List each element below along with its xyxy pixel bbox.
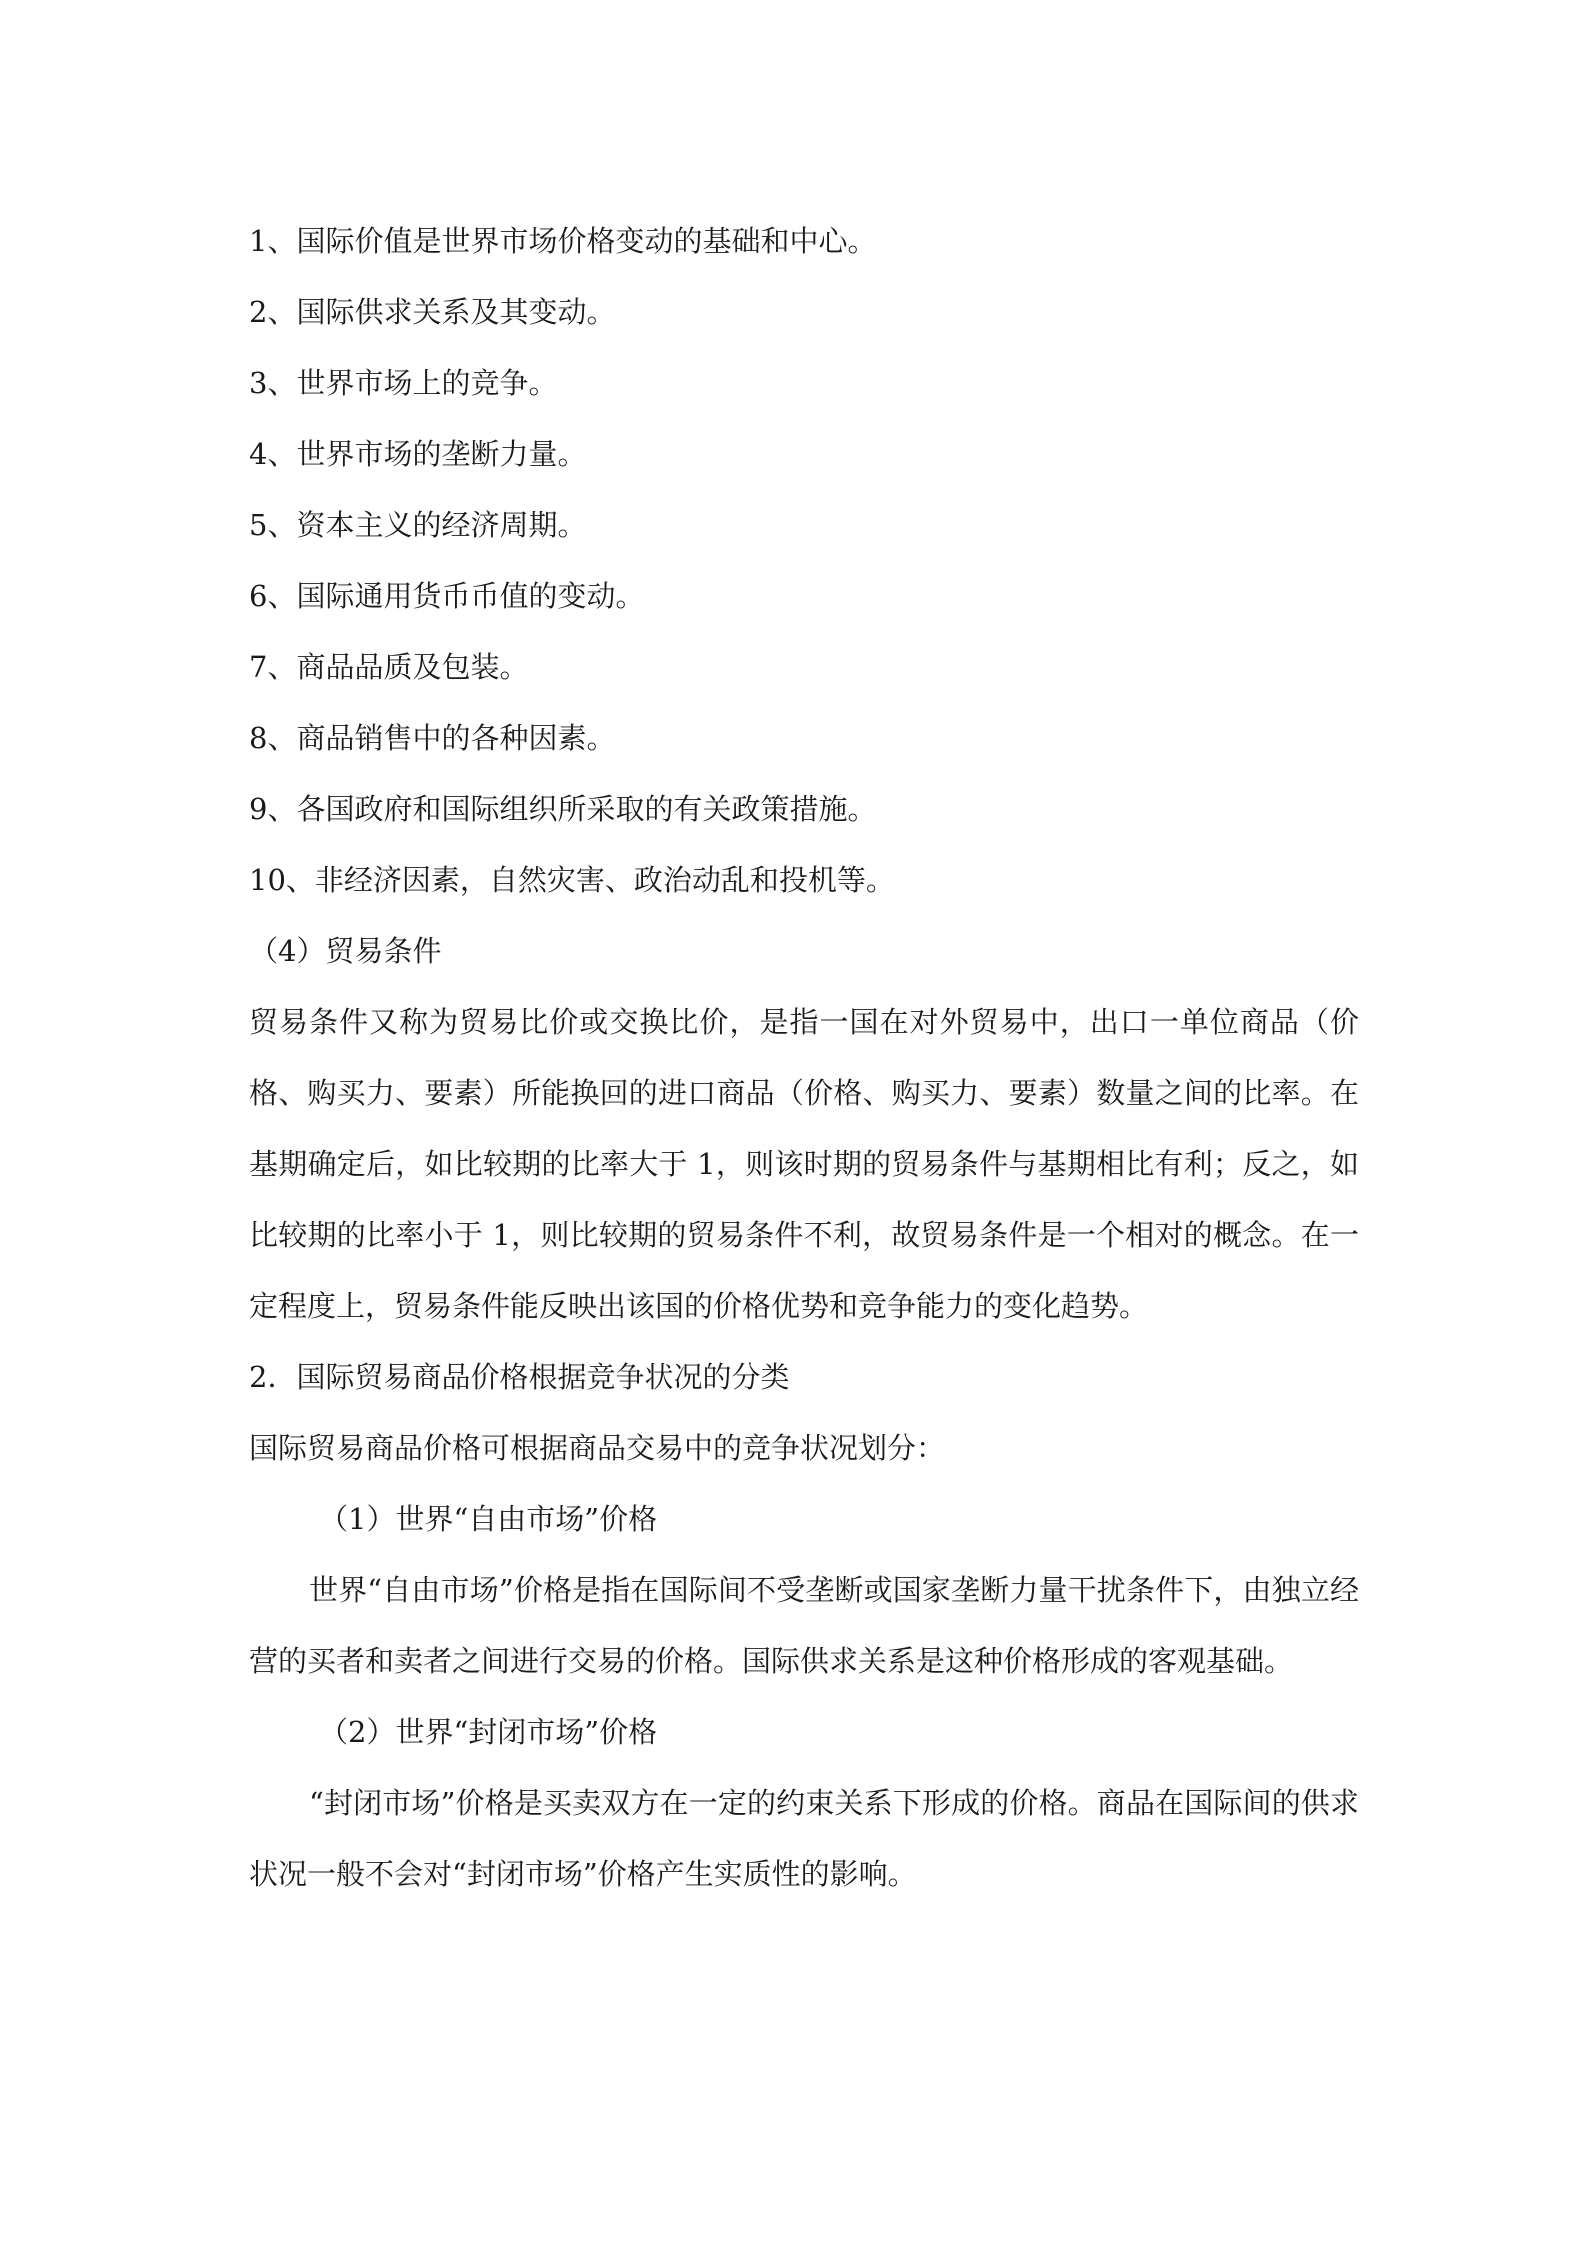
list-item: 10、非经济因素，自然灾害、政治动乱和投机等。 (249, 863, 895, 897)
closed-market-paragraph: “封闭市场”价格是买卖双方在一定的约束关系下形成的价格。商品在国际间的供求状况一般不会对“封闭市场”价格产生实质性的影响。 (249, 1786, 1359, 1891)
list-item: 1、国际价值是世界市场价格变动的基础和中心。 (249, 224, 877, 258)
subsection-heading-free-market: （1）世界“自由市场”价格 (319, 1502, 658, 1536)
document-content (249, 206, 1359, 1910)
list-item: 9、各国政府和国际组织所采取的有关政策措施。 (249, 792, 877, 826)
free-market-paragraph: 世界“自由市场”价格是指在国际间不受垄断或国家垄断力量干扰条件下，由独立经营的买者和卖者之间进行交易的价格。国际供求关系是这种价格形成的客观基础。 (249, 1573, 1359, 1678)
section-heading-trade-terms: （4）贸易条件 (249, 934, 442, 968)
trade-terms-paragraph: 贸易条件又称为贸易比价或交换比价，是指一国在对外贸易中，出口一单位商品（价格、购买力、要素）所能换回的进口商品（价格、购买力、要素）数量之间的比率。在基期确定后，如比较期的比率大于 1，则该时期的贸易条件与基期相比有利；反之，如比较期的比率小于 1，则比较期的贸易条件不利，故贸易条件是一个相对的概念。在一定程度上，贸易条件能反映出该国的价格优势和竞争能力的变化趋势。 (249, 1005, 1359, 1323)
classification-intro: 国际贸易商品价格可根据商品交易中的竞争状况划分： (249, 1431, 946, 1465)
list-item: 6、国际通用货币币值的变动。 (249, 579, 645, 613)
subsection-heading-closed-market: （2）世界“封闭市场”价格 (319, 1715, 658, 1749)
list-item: 8、商品销售中的各种因素。 (249, 721, 616, 755)
list-item: 5、资本主义的经济周期。 (249, 508, 587, 542)
list-item: 7、商品品质及包装。 (249, 650, 529, 684)
list-item: 2、国际供求关系及其变动。 (249, 295, 616, 329)
section-heading-price-classification: 2．国际贸易商品价格根据竞争状况的分类 (249, 1360, 790, 1394)
list-item: 4、世界市场的垄断力量。 (249, 437, 587, 471)
list-item: 3、世界市场上的竞争。 (249, 366, 558, 400)
